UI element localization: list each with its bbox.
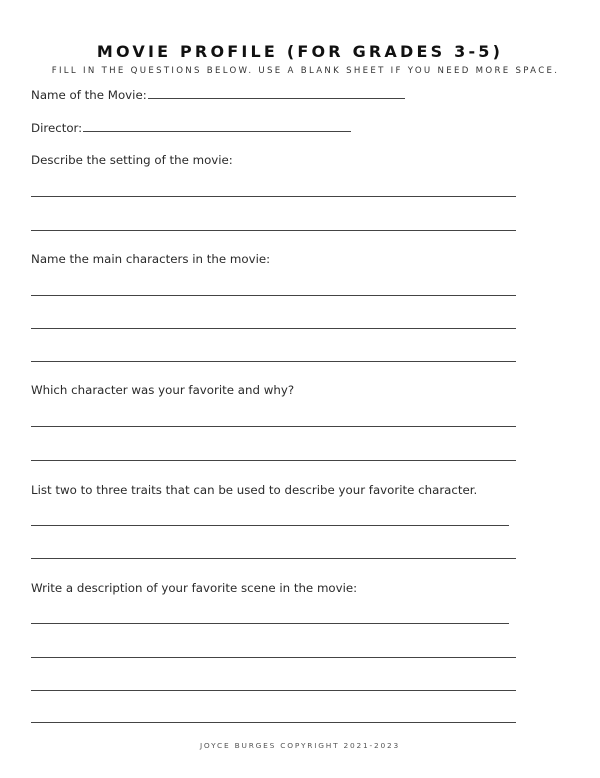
movie-name-answer-line[interactable] bbox=[148, 97, 405, 99]
scene-question: Write a description of your favorite scene in the movie: bbox=[31, 581, 358, 595]
traits-answer-line[interactable] bbox=[31, 525, 509, 526]
director-answer-line[interactable] bbox=[83, 130, 351, 132]
setting-question: Describe the setting of the movie: bbox=[31, 153, 233, 167]
characters-answer-line[interactable] bbox=[31, 328, 516, 329]
scene-answer-line[interactable] bbox=[31, 690, 516, 691]
instructions: FILL IN THE QUESTIONS BELOW. USE A BLANK SHEET IF YOU NEED MORE SPACE. bbox=[51, 66, 560, 76]
traits-answer-line[interactable] bbox=[31, 558, 516, 559]
scene-answer-line[interactable] bbox=[31, 657, 516, 658]
director-label: Director: bbox=[31, 121, 83, 135]
traits-question: List two to three traits that can be used to describe your favorite character. bbox=[31, 483, 478, 497]
characters-answer-line[interactable] bbox=[31, 361, 516, 362]
movie-name-field bbox=[31, 88, 405, 102]
favorite-question: Which character was your favorite and why? bbox=[31, 383, 295, 397]
setting-answer-line[interactable] bbox=[31, 230, 516, 231]
setting-answer-line[interactable] bbox=[31, 196, 516, 197]
favorite-answer-line[interactable] bbox=[31, 460, 516, 461]
movie-name-label: Name of the Movie: bbox=[31, 88, 147, 102]
scene-answer-line[interactable] bbox=[31, 623, 509, 624]
scene-answer-line[interactable] bbox=[31, 722, 516, 723]
copyright-footer: JOYCE BURGES COPYRIGHT 2021-2023 bbox=[199, 741, 401, 750]
characters-answer-line[interactable] bbox=[31, 295, 516, 296]
characters-question: Name the main characters in the movie: bbox=[31, 252, 271, 266]
favorite-answer-line[interactable] bbox=[31, 426, 516, 427]
page-title: MOVIE PROFILE (FOR GRADES 3-5) bbox=[96, 42, 504, 61]
director-field bbox=[31, 121, 351, 135]
